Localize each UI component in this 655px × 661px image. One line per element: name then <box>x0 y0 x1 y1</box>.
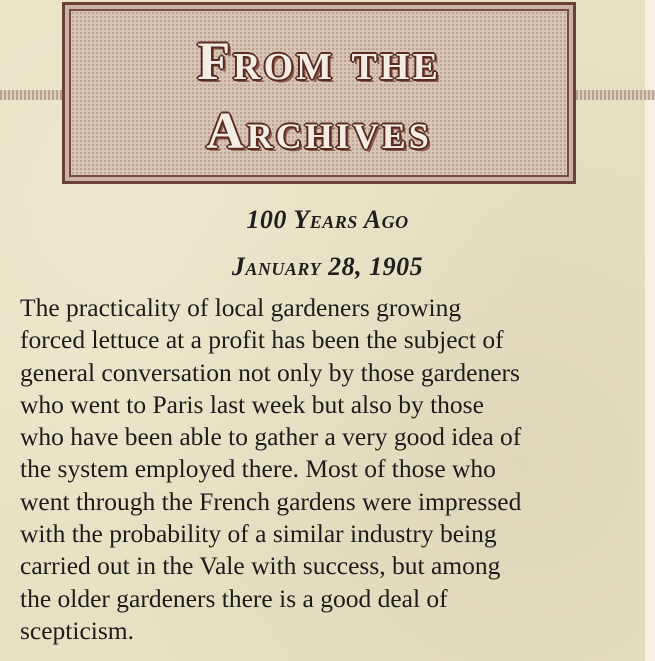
article-line: went through the French gardens were impressed <box>20 486 522 516</box>
date-heading <box>0 252 655 282</box>
article-line: with the probability of a similar industry being <box>20 519 497 549</box>
archives-banner <box>62 2 576 184</box>
decorative-rule-right <box>576 90 655 100</box>
article-line: carried out in the Vale with success, but among <box>20 551 501 581</box>
article-line: forced lettuce at a profit has been the subject of <box>20 325 504 355</box>
article-line: general conversation not only by those gardeners <box>20 357 520 387</box>
banner-title-line-1-text: From the <box>197 31 441 91</box>
section-heading <box>0 205 655 235</box>
article-line: who have been able to gather a very good idea of <box>20 422 522 452</box>
article-body <box>20 292 650 647</box>
article-line: the older gardeners there is a good deal of <box>20 583 448 613</box>
article-line: The practicality of local gardeners growing <box>20 293 462 322</box>
article-line: the system employed there. Most of those who <box>20 454 496 484</box>
decorative-rule-left <box>0 90 62 100</box>
banner-title-line-1 <box>197 31 441 91</box>
years-ago-heading: 100 Years Ago <box>246 205 409 234</box>
banner-title-line-2 <box>206 103 432 160</box>
banner-title-line-2-text: Archives <box>206 103 432 160</box>
date-heading-text: January 28, 1905 <box>231 252 424 281</box>
archives-banner-inner <box>69 9 569 177</box>
article-line: scepticism. <box>20 615 135 645</box>
article-line: who went to Paris last week but also by those <box>20 389 484 419</box>
